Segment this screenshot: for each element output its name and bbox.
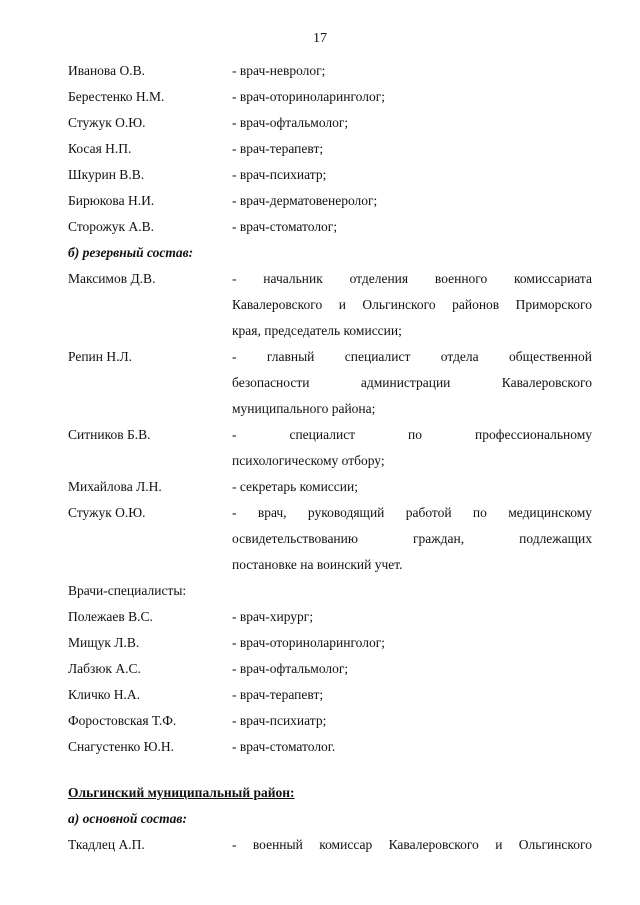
role-line: постановке на воинский учет. bbox=[232, 557, 403, 572]
member-name: Бирюкова Н.И. bbox=[68, 193, 155, 208]
member-role bbox=[232, 266, 592, 344]
reserve-members-list bbox=[68, 266, 592, 578]
role-line: - начальник отделения военного комиссариата bbox=[232, 271, 592, 286]
main-members-list bbox=[68, 58, 592, 240]
member-role: - врач-стоматолог; bbox=[232, 219, 338, 234]
member-row bbox=[68, 162, 592, 188]
member-name: Мищук Л.В. bbox=[68, 635, 140, 650]
member-role: - врач-стоматолог. bbox=[232, 739, 336, 754]
role-line: - врач, руководящий работой по медицинскому bbox=[232, 505, 592, 520]
member-name: Иванова О.В. bbox=[68, 63, 145, 78]
member-role: - врач-терапевт; bbox=[232, 141, 324, 156]
role-line: освидетельствованию граждан, подлежащих bbox=[232, 531, 592, 546]
role-line: - главный специалист отдела общественной bbox=[232, 349, 592, 364]
role-line: Кавалеровского и Ольгинского районов Приморского bbox=[232, 297, 592, 312]
member-role: - врач-хирург; bbox=[232, 609, 314, 624]
role-line: края, председатель комиссии; bbox=[232, 323, 402, 338]
member-row bbox=[68, 344, 592, 422]
page-number: 17 bbox=[313, 31, 327, 46]
member-row bbox=[68, 832, 592, 858]
member-role bbox=[232, 500, 592, 578]
member-name: Снагустенко Ю.Н. bbox=[68, 739, 174, 754]
member-role: - врач-невролог; bbox=[232, 63, 326, 78]
member-row bbox=[68, 110, 592, 136]
member-row bbox=[68, 474, 592, 500]
member-row bbox=[68, 422, 592, 474]
member-row bbox=[68, 708, 592, 734]
role-line: безопасности администрации Кавалеровского bbox=[232, 375, 592, 390]
member-role: - врач-дерматовенеролог; bbox=[232, 193, 378, 208]
member-role: - врач-офтальмолог; bbox=[232, 115, 349, 130]
member-row bbox=[68, 682, 592, 708]
member-name: Кличко Н.А. bbox=[68, 687, 141, 702]
member-row bbox=[68, 214, 592, 240]
member-role bbox=[232, 344, 592, 422]
member-role: - военный комиссар Кавалеровского и Ольгинского bbox=[232, 837, 592, 852]
member-name: Ситников Б.В. bbox=[68, 427, 151, 442]
member-name: Михайлова Л.Н. bbox=[68, 479, 162, 494]
member-name: Берестенко Н.М. bbox=[68, 89, 165, 104]
member-row bbox=[68, 188, 592, 214]
member-row bbox=[68, 58, 592, 84]
member-name: Максимов Д.В. bbox=[68, 271, 156, 286]
member-name: Репин Н.Л. bbox=[68, 349, 133, 364]
member-name: Стужук О.Ю. bbox=[68, 115, 146, 130]
role-line: - специалист по профессиональному bbox=[232, 427, 592, 442]
member-role bbox=[232, 422, 592, 474]
member-role: - врач-офтальмолог; bbox=[232, 661, 349, 676]
member-role: - врач-терапевт; bbox=[232, 687, 324, 702]
member-name: Ткадлец А.П. bbox=[68, 837, 145, 852]
member-name: Косая Н.П. bbox=[68, 141, 132, 156]
member-role: - врач-психиатр; bbox=[232, 167, 327, 182]
member-role: - врач-психиатр; bbox=[232, 713, 327, 728]
member-row bbox=[68, 266, 592, 344]
member-name: Шкурин В.В. bbox=[68, 167, 145, 182]
member-role: - врач-оториноларинголог; bbox=[232, 89, 386, 104]
member-row bbox=[68, 630, 592, 656]
role-line: муниципального района; bbox=[232, 401, 376, 416]
member-role bbox=[232, 474, 592, 500]
olga-district-title: Ольгинский муниципальный район: bbox=[68, 785, 295, 800]
member-row bbox=[68, 84, 592, 110]
member-name: Полежаев В.С. bbox=[68, 609, 153, 624]
member-row bbox=[68, 656, 592, 682]
member-name: Лабзюк А.С. bbox=[68, 661, 141, 676]
role-line: психологическому отбору; bbox=[232, 453, 385, 468]
main-composition-heading: а) основной состав: bbox=[68, 811, 187, 826]
member-row bbox=[68, 500, 592, 578]
reserve-heading: б) резервный состав: bbox=[68, 245, 194, 260]
member-name: Форостовская Т.Ф. bbox=[68, 713, 177, 728]
doctors-list bbox=[68, 604, 592, 760]
member-row bbox=[68, 604, 592, 630]
member-row bbox=[68, 734, 592, 760]
role-line: - секретарь комиссии; bbox=[232, 479, 358, 494]
member-role: - врач-оториноларинголог; bbox=[232, 635, 386, 650]
member-name: Сторожук А.В. bbox=[68, 219, 154, 234]
member-row bbox=[68, 136, 592, 162]
member-name: Стужук О.Ю. bbox=[68, 505, 146, 520]
commission-list bbox=[68, 58, 592, 858]
doctors-heading: Врачи-специалисты: bbox=[68, 583, 187, 598]
